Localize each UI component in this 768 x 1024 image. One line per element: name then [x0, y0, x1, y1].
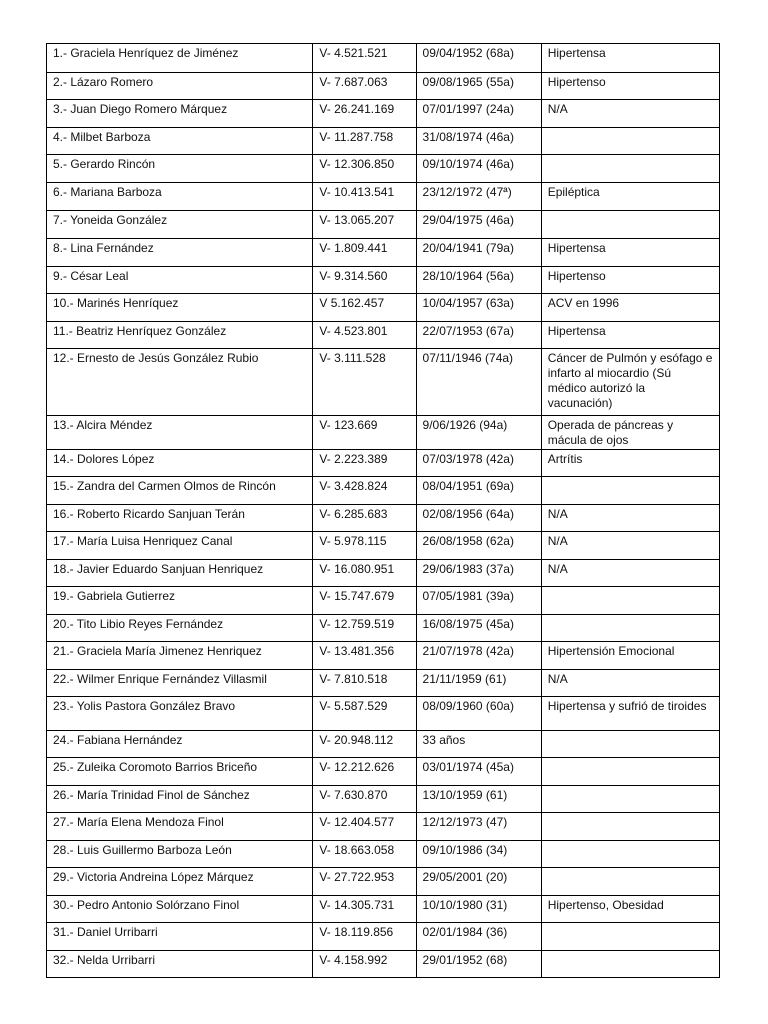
condition-cell: N/A	[541, 670, 719, 697]
patient-name-cell: 5.- Gerardo Rincón	[47, 155, 313, 183]
id-number-cell: V- 123.669	[313, 416, 416, 450]
id-number-cell: V- 2.223.389	[313, 450, 416, 477]
patient-name-cell: 15.- Zandra del Carmen Olmos de Rincón	[47, 477, 313, 505]
condition-cell: Hipertensa y sufrió de tiroides	[541, 697, 719, 731]
birth-date-cell: 02/08/1956 (64a)	[416, 505, 541, 532]
id-number-cell: V- 13.481.356	[313, 642, 416, 670]
patient-name-cell: 7.- Yoneida González	[47, 211, 313, 239]
birth-date-cell: 29/06/1983 (37a)	[416, 560, 541, 587]
condition-cell: Operada de páncreas y mácula de ojos	[541, 416, 719, 450]
table-row	[47, 44, 720, 73]
patient-list-table	[46, 43, 720, 978]
table-row	[47, 923, 720, 951]
birth-date-cell: 09/04/1952 (68a)	[416, 44, 541, 73]
id-number-cell: V- 27.722.953	[313, 868, 416, 896]
condition-cell: Hipertensa	[541, 239, 719, 267]
condition-cell	[541, 731, 719, 758]
table-row	[47, 294, 720, 322]
id-number-cell: V- 5.978.115	[313, 532, 416, 560]
birth-date-cell: 20/04/1941 (79a)	[416, 239, 541, 267]
condition-cell: N/A	[541, 532, 719, 560]
patient-name-cell: 18.- Javier Eduardo Sanjuan Henriquez	[47, 560, 313, 587]
condition-cell	[541, 155, 719, 183]
birth-date-cell: 07/05/1981 (39a)	[416, 587, 541, 615]
table-row	[47, 128, 720, 155]
table-row	[47, 73, 720, 100]
id-number-cell: V- 12.759.519	[313, 615, 416, 642]
birth-date-cell: 33 años	[416, 731, 541, 758]
id-number-cell: V- 20.948.112	[313, 731, 416, 758]
condition-cell	[541, 786, 719, 813]
table-row	[47, 697, 720, 731]
birth-date-cell: 31/08/1974 (46a)	[416, 128, 541, 155]
condition-cell: Epiléptica	[541, 183, 719, 211]
id-number-cell: V- 14.305.731	[313, 896, 416, 923]
id-number-cell: V- 7.810.518	[313, 670, 416, 697]
table-row	[47, 155, 720, 183]
condition-cell	[541, 758, 719, 786]
condition-cell	[541, 951, 719, 978]
condition-cell: Hipertenso	[541, 73, 719, 100]
condition-cell: N/A	[541, 560, 719, 587]
id-number-cell: V 5.162.457	[313, 294, 416, 322]
patient-name-cell: 3.- Juan Diego Romero Márquez	[47, 100, 313, 128]
patient-name-cell: 21.- Graciela María Jimenez Henriquez	[47, 642, 313, 670]
condition-cell: ACV en 1996	[541, 294, 719, 322]
id-number-cell: V- 4.523.801	[313, 322, 416, 349]
id-number-cell: V- 11.287.758	[313, 128, 416, 155]
birth-date-cell: 08/09/1960 (60a)	[416, 697, 541, 731]
condition-cell: Hipertenso, Obesidad	[541, 896, 719, 923]
id-number-cell: V- 15.747.679	[313, 587, 416, 615]
table-row	[47, 615, 720, 642]
condition-cell	[541, 615, 719, 642]
patient-name-cell: 8.- Lina Fernández	[47, 239, 313, 267]
id-number-cell: V- 18.663.058	[313, 841, 416, 868]
birth-date-cell: 21/07/1978 (42a)	[416, 642, 541, 670]
patient-name-cell: 17.- María Luisa Henriquez Canal	[47, 532, 313, 560]
id-number-cell: V- 5.587.529	[313, 697, 416, 731]
patient-name-cell: 31.- Daniel Urribarri	[47, 923, 313, 951]
birth-date-cell: 08/04/1951 (69a)	[416, 477, 541, 505]
id-number-cell: V- 4.521.521	[313, 44, 416, 73]
id-number-cell: V- 9.314.560	[313, 267, 416, 294]
condition-cell	[541, 923, 719, 951]
condition-cell: Hipertensa	[541, 44, 719, 73]
table-row	[47, 868, 720, 896]
patient-name-cell: 1.- Graciela Henríquez de Jiménez	[47, 44, 313, 73]
birth-date-cell: 26/08/1958 (62a)	[416, 532, 541, 560]
birth-date-cell: 07/03/1978 (42a)	[416, 450, 541, 477]
patient-name-cell: 14.- Dolores López	[47, 450, 313, 477]
table-row	[47, 267, 720, 294]
patient-name-cell: 4.- Milbet Barboza	[47, 128, 313, 155]
birth-date-cell: 02/01/1984 (36)	[416, 923, 541, 951]
table-row	[47, 183, 720, 211]
patient-name-cell: 25.- Zuleika Coromoto Barrios Briceño	[47, 758, 313, 786]
condition-cell: Hipertensión Emocional	[541, 642, 719, 670]
id-number-cell: V- 10.413.541	[313, 183, 416, 211]
patient-name-cell: 6.- Mariana Barboza	[47, 183, 313, 211]
id-number-cell: V- 4.158.992	[313, 951, 416, 978]
patient-name-cell: 19.- Gabriela Gutierrez	[47, 587, 313, 615]
id-number-cell: V- 26.241.169	[313, 100, 416, 128]
table-row	[47, 670, 720, 697]
condition-cell: N/A	[541, 505, 719, 532]
id-number-cell: V- 12.212.626	[313, 758, 416, 786]
table-row	[47, 758, 720, 786]
table-row	[47, 841, 720, 868]
birth-date-cell: 09/10/1986 (34)	[416, 841, 541, 868]
birth-date-cell: 07/01/1997 (24a)	[416, 100, 541, 128]
table-body	[47, 44, 720, 978]
birth-date-cell: 23/12/1972 (47ª)	[416, 183, 541, 211]
table-row	[47, 813, 720, 841]
id-number-cell: V- 7.630.870	[313, 786, 416, 813]
id-number-cell: V- 16.080.951	[313, 560, 416, 587]
id-number-cell: V- 6.285.683	[313, 505, 416, 532]
patient-name-cell: 30.- Pedro Antonio Solórzano Finol	[47, 896, 313, 923]
birth-date-cell: 9/06/1926 (94a)	[416, 416, 541, 450]
id-number-cell: V- 1.809.441	[313, 239, 416, 267]
patient-name-cell: 27.- María Elena Mendoza Finol	[47, 813, 313, 841]
table-row	[47, 560, 720, 587]
condition-cell	[541, 128, 719, 155]
table-row	[47, 505, 720, 532]
patient-name-cell: 23.- Yolis Pastora González Bravo	[47, 697, 313, 731]
table-row	[47, 322, 720, 349]
patient-name-cell: 2.- Lázaro Romero	[47, 73, 313, 100]
patient-name-cell: 29.- Victoria Andreina López Márquez	[47, 868, 313, 896]
patient-name-cell: 20.- Tito Libio Reyes Fernández	[47, 615, 313, 642]
condition-cell	[541, 813, 719, 841]
condition-cell	[541, 841, 719, 868]
table-row	[47, 450, 720, 477]
patient-name-cell: 12.- Ernesto de Jesús González Rubio	[47, 349, 313, 416]
patient-name-cell: 24.- Fabiana Hernández	[47, 731, 313, 758]
condition-cell: Cáncer de Pulmón y esófago e infarto al miocardio (Sú médico autorizó la vacunación)	[541, 349, 719, 416]
condition-cell: Hipertensa	[541, 322, 719, 349]
patient-name-cell: 11.- Beatriz Henríquez González	[47, 322, 313, 349]
birth-date-cell: 28/10/1964 (56a)	[416, 267, 541, 294]
table-row	[47, 731, 720, 758]
patient-name-cell: 10.- Marinés Henríquez	[47, 294, 313, 322]
condition-cell	[541, 477, 719, 505]
table-row	[47, 211, 720, 239]
table-row	[47, 100, 720, 128]
birth-date-cell: 13/10/1959 (61)	[416, 786, 541, 813]
id-number-cell: V- 7.687.063	[313, 73, 416, 100]
birth-date-cell: 10/04/1957 (63a)	[416, 294, 541, 322]
patient-name-cell: 9.- César Leal	[47, 267, 313, 294]
birth-date-cell: 21/11/1959 (61)	[416, 670, 541, 697]
id-number-cell: V- 18.119.856	[313, 923, 416, 951]
birth-date-cell: 12/12/1973 (47)	[416, 813, 541, 841]
condition-cell	[541, 868, 719, 896]
id-number-cell: V- 12.404.577	[313, 813, 416, 841]
table-row	[47, 239, 720, 267]
condition-cell: Hipertenso	[541, 267, 719, 294]
condition-cell: N/A	[541, 100, 719, 128]
table-row	[47, 896, 720, 923]
condition-cell: Artrítis	[541, 450, 719, 477]
patient-name-cell: 13.- Alcira Méndez	[47, 416, 313, 450]
birth-date-cell: 09/10/1974 (46a)	[416, 155, 541, 183]
birth-date-cell: 29/04/1975 (46a)	[416, 211, 541, 239]
birth-date-cell: 10/10/1980 (31)	[416, 896, 541, 923]
id-number-cell: V- 3.428.824	[313, 477, 416, 505]
patient-name-cell: 28.- Luis Guillermo Barboza León	[47, 841, 313, 868]
id-number-cell: V- 3.111.528	[313, 349, 416, 416]
birth-date-cell: 29/05/2001 (20)	[416, 868, 541, 896]
birth-date-cell: 22/07/1953 (67a)	[416, 322, 541, 349]
table-row	[47, 477, 720, 505]
birth-date-cell: 16/08/1975 (45a)	[416, 615, 541, 642]
patient-name-cell: 16.- Roberto Ricardo Sanjuan Terán	[47, 505, 313, 532]
id-number-cell: V- 13.065.207	[313, 211, 416, 239]
table-row	[47, 951, 720, 978]
birth-date-cell: 29/01/1952 (68)	[416, 951, 541, 978]
birth-date-cell: 03/01/1974 (45a)	[416, 758, 541, 786]
table-row	[47, 349, 720, 416]
condition-cell	[541, 211, 719, 239]
patient-name-cell: 32.- Nelda Urribarri	[47, 951, 313, 978]
table-row	[47, 587, 720, 615]
birth-date-cell: 07/11/1946 (74a)	[416, 349, 541, 416]
birth-date-cell: 09/08/1965 (55a)	[416, 73, 541, 100]
table-row	[47, 532, 720, 560]
table-row	[47, 786, 720, 813]
table-row	[47, 416, 720, 450]
patient-name-cell: 22.- Wilmer Enrique Fernández Villasmil	[47, 670, 313, 697]
patient-name-cell: 26.- María Trinidad Finol de Sánchez	[47, 786, 313, 813]
table-row	[47, 642, 720, 670]
condition-cell	[541, 587, 719, 615]
id-number-cell: V- 12.306.850	[313, 155, 416, 183]
